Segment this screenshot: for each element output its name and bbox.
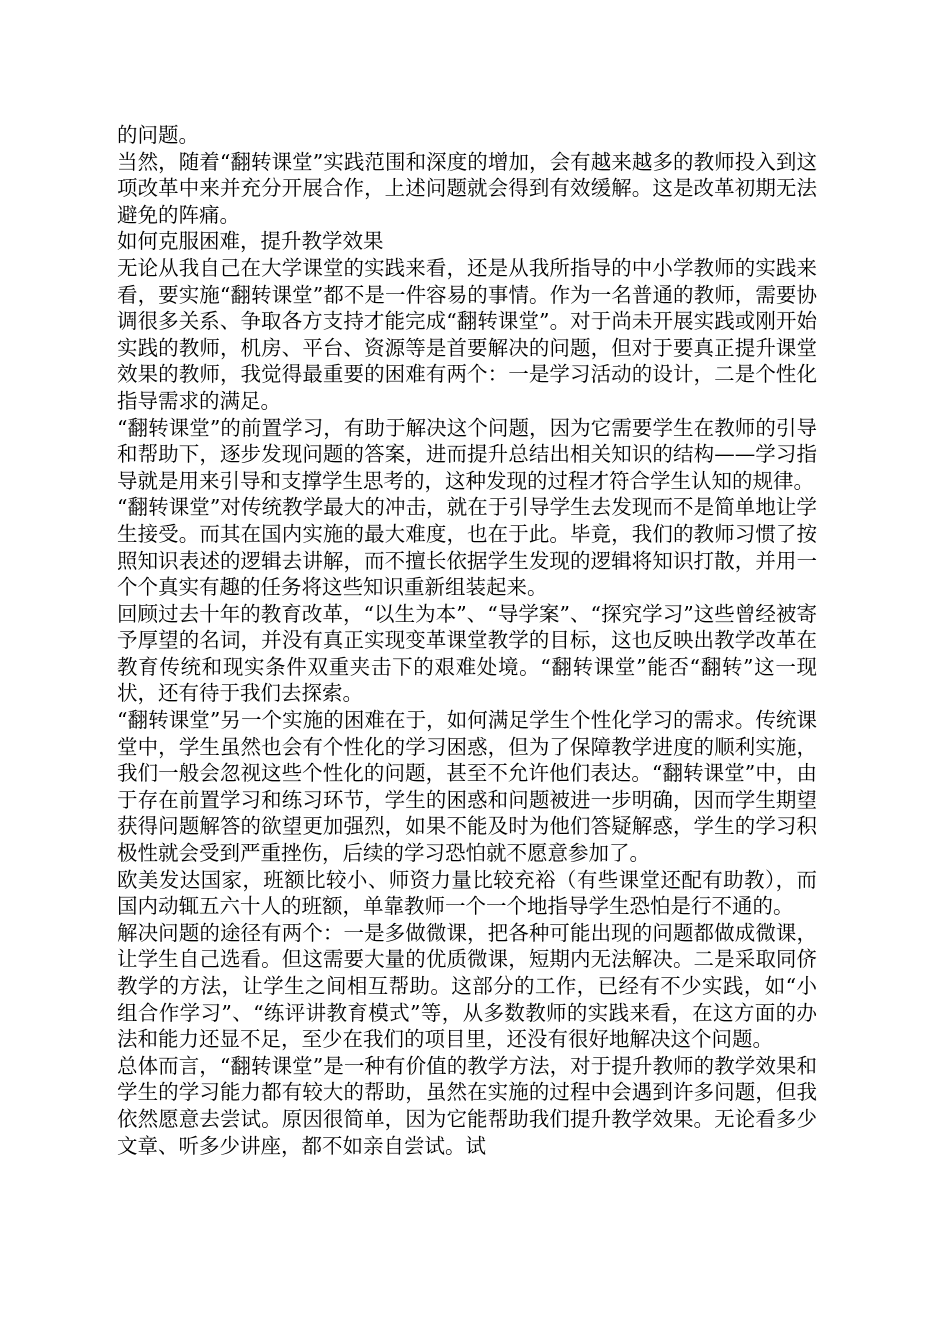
paragraph: 总体而言，“翻转课堂”是一种有价值的教学方法，对于提升教师的教学效果和学生的学习能力都有较大的帮助，虽然在实施的过程中会遇到许多问题，但我依然愿意去尝试。原因很简单，因为它能帮助我们提升教学效果。无论看多少文章、听多少讲座，都不如亲自尝试。试 (117, 1053, 817, 1158)
paragraph: “翻转课堂”另一个实施的困难在于，如何满足学生个性化学习的需求。传统课堂中，学生虽然也会有个性化的学习困惑，但为了保障教学进度的顺利实施，我们一般会忽视这些个性化的问题，甚至不允许他们表达。“翻转课堂”中，由于存在前置学习和练习环节，学生的困惑和问题被进一步明确，因而学生期望获得问题解答的欲望更加强烈，如果不能及时为他们答疑解惑，学生的学习积极性就会受到严重挫伤，后续的学习恐怕就不愿意参加了。 (117, 708, 817, 866)
document-body (117, 122, 817, 1159)
paragraph: 当然，随着“翻转课堂”实践范围和深度的增加，会有越来越多的教师投入到这项改革中来并充分开展合作，上述问题就会得到有效缓解。这是改革初期无法避免的阵痛。 (117, 149, 817, 227)
paragraph: 回顾过去十年的教育改革，“以生为本”、“导学案”、“探究学习”这些曾经被寄予厚望的名词，并没有真正实现变革课堂教学的目标，这也反映出教学改革在教育传统和现实条件双重夹击下的艰难处境。“翻转课堂”能否“翻转”这一现状，还有待于我们去探索。 (117, 601, 817, 706)
paragraph: “翻转课堂”的前置学习，有助于解决这个问题，因为它需要学生在教师的引导和帮助下，逐步发现问题的答案，进而提升总结出相关知识的结构——学习指导就是用来引导和支撑学生思考的，这种发现的过程才符合学生认知的规律。 (117, 415, 817, 493)
paragraph: 的问题。 (117, 123, 199, 147)
paragraph: 欧美发达国家，班额比较小、师资力量比较充裕（有些课堂还配有助教），而国内动辄五六十人的班额，单靠教师一个一个地指导学生恐怕是行不通的。 (117, 867, 817, 919)
paragraph: “翻转课堂”对传统教学最大的冲击，就在于引导学生去发现而不是简单地让学生接受。而其在国内实施的最大难度，也在于此。毕竟，我们的教师习惯了按照知识表述的逻辑去讲解，而不擅长依据学生发现的逻辑将知识打散，并用一个个真实有趣的任务将这些知识重新组装起来。 (117, 495, 817, 600)
paragraph: 解决问题的途径有两个：一是多做微课，把各种可能出现的问题都做成微课，让学生自己选看。但这需要大量的优质微课，短期内无法解决。二是采取同侪教学的方法，让学生之间相互帮助。这部分的工作，已经有不少实践，如“小组合作学习”、“练评讲教育模式”等，从多数教师的实践来看，在这方面的办法和能力还显不足，至少在我们的项目里，还没有很好地解决这个问题。 (117, 920, 817, 1052)
paragraph: 无论从我自己在大学课堂的实践来看，还是从我所指导的中小学教师的实践来看，要实施“翻转课堂”都不是一件容易的事情。作为一名普通的教师，需要协调很多关系、争取各方支持才能完成“翻转课堂”。对于尚未开展实践或刚开始实践的教师，机房、平台、资源等是首要解决的问题，但对于要真正提升课堂效果的教师，我觉得最重要的困难有两个：一是学习活动的设计，二是个性化指导需求的满足。 (117, 255, 817, 413)
section-heading: 如何克服困难，提升教学效果 (117, 229, 384, 254)
